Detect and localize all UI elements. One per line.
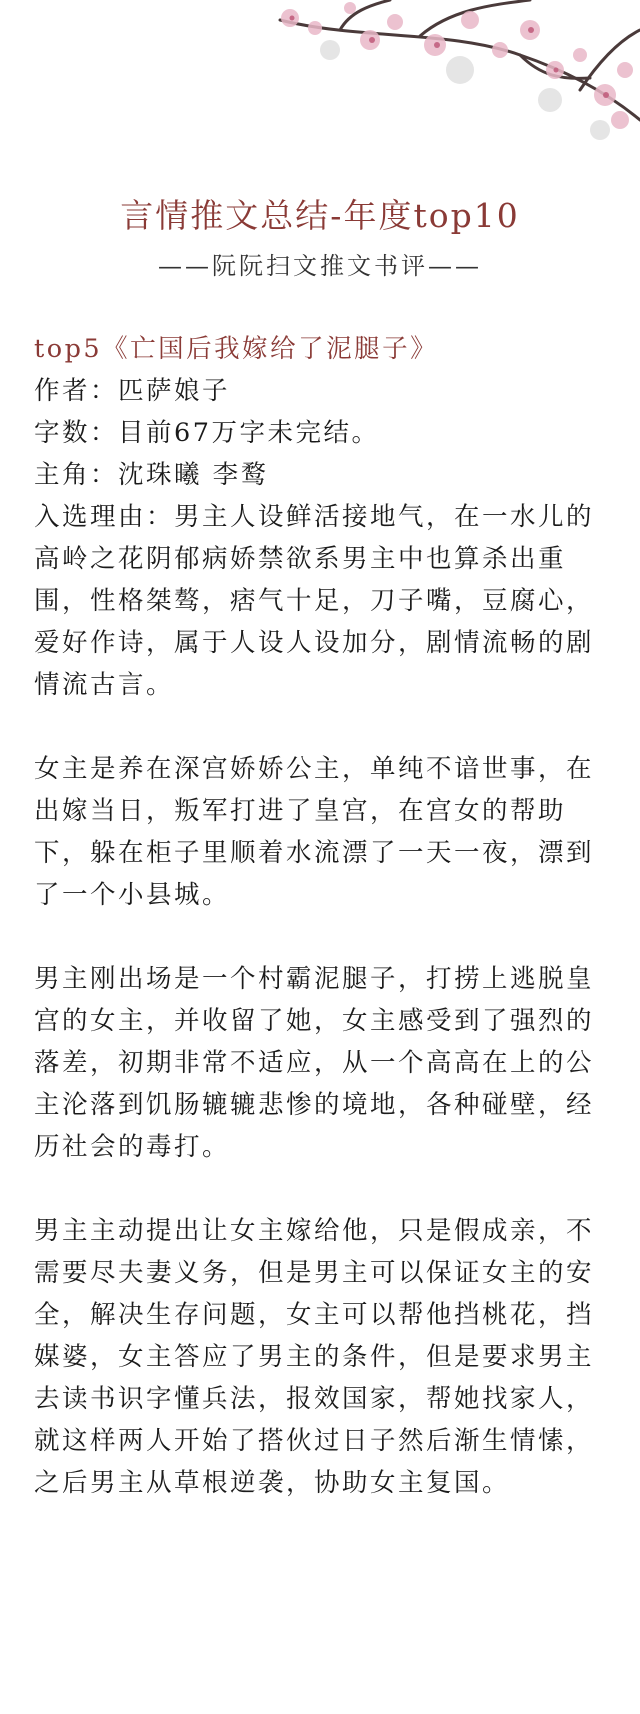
article-body — [34, 328, 609, 1504]
paragraph-hero: 男主刚出场是一个村霸泥腿子，打捞上逃脱皇宫的女主，并收留了她，女主感受到了强烈的落差，初期非常不适应，从一个高高在上的公主沦落到饥肠辘辘悲惨的境地，各种碰壁，经历社会的毒打。 — [34, 964, 595, 1162]
page-subtitle: ——阮阮扫文推文书评—— — [158, 252, 482, 280]
wordcount-line: 字数：目前67万字未完结。 — [34, 418, 380, 448]
leads-line: 主角：沈珠曦 李鹜 — [34, 460, 269, 490]
paragraph-heroine: 女主是养在深宫娇娇公主，单纯不谙世事，在出嫁当日，叛军打进了皇宫，在宫女的帮助下，躲在柜子里顺着水流漂了一天一夜，漂到了一个小县城。 — [34, 754, 595, 910]
plum-blossom-decoration — [220, 0, 640, 150]
book-title: top5《亡国后我嫁给了泥腿子》 — [34, 334, 439, 364]
paragraph-reason: 入选理由：男主人设鲜活接地气，在一水儿的高岭之花阴郁病娇禁欲系男主中也算杀出重围，性格桀骜，痞气十足，刀子嘴，豆腐心，爱好作诗，属于人设人设加分，剧情流畅的剧情流古言。 — [34, 502, 595, 700]
page-title: 言情推文总结-年度top10 — [120, 196, 520, 235]
paragraph-plot: 男主主动提出让女主嫁给他，只是假成亲，不需要尽夫妻义务，但是男主可以保证女主的安全，解决生存问题，女主可以帮他挡桃花，挡媒婆，女主答应了男主的条件，但是要求男主去读书识字懂兵法，报效国家，帮她找家人，就这样两人开始了搭伙过日子然后渐生情愫，之后男主从草根逆袭，协助女主复国。 — [34, 1216, 595, 1498]
author-line: 作者：匹萨娘子 — [34, 376, 231, 406]
